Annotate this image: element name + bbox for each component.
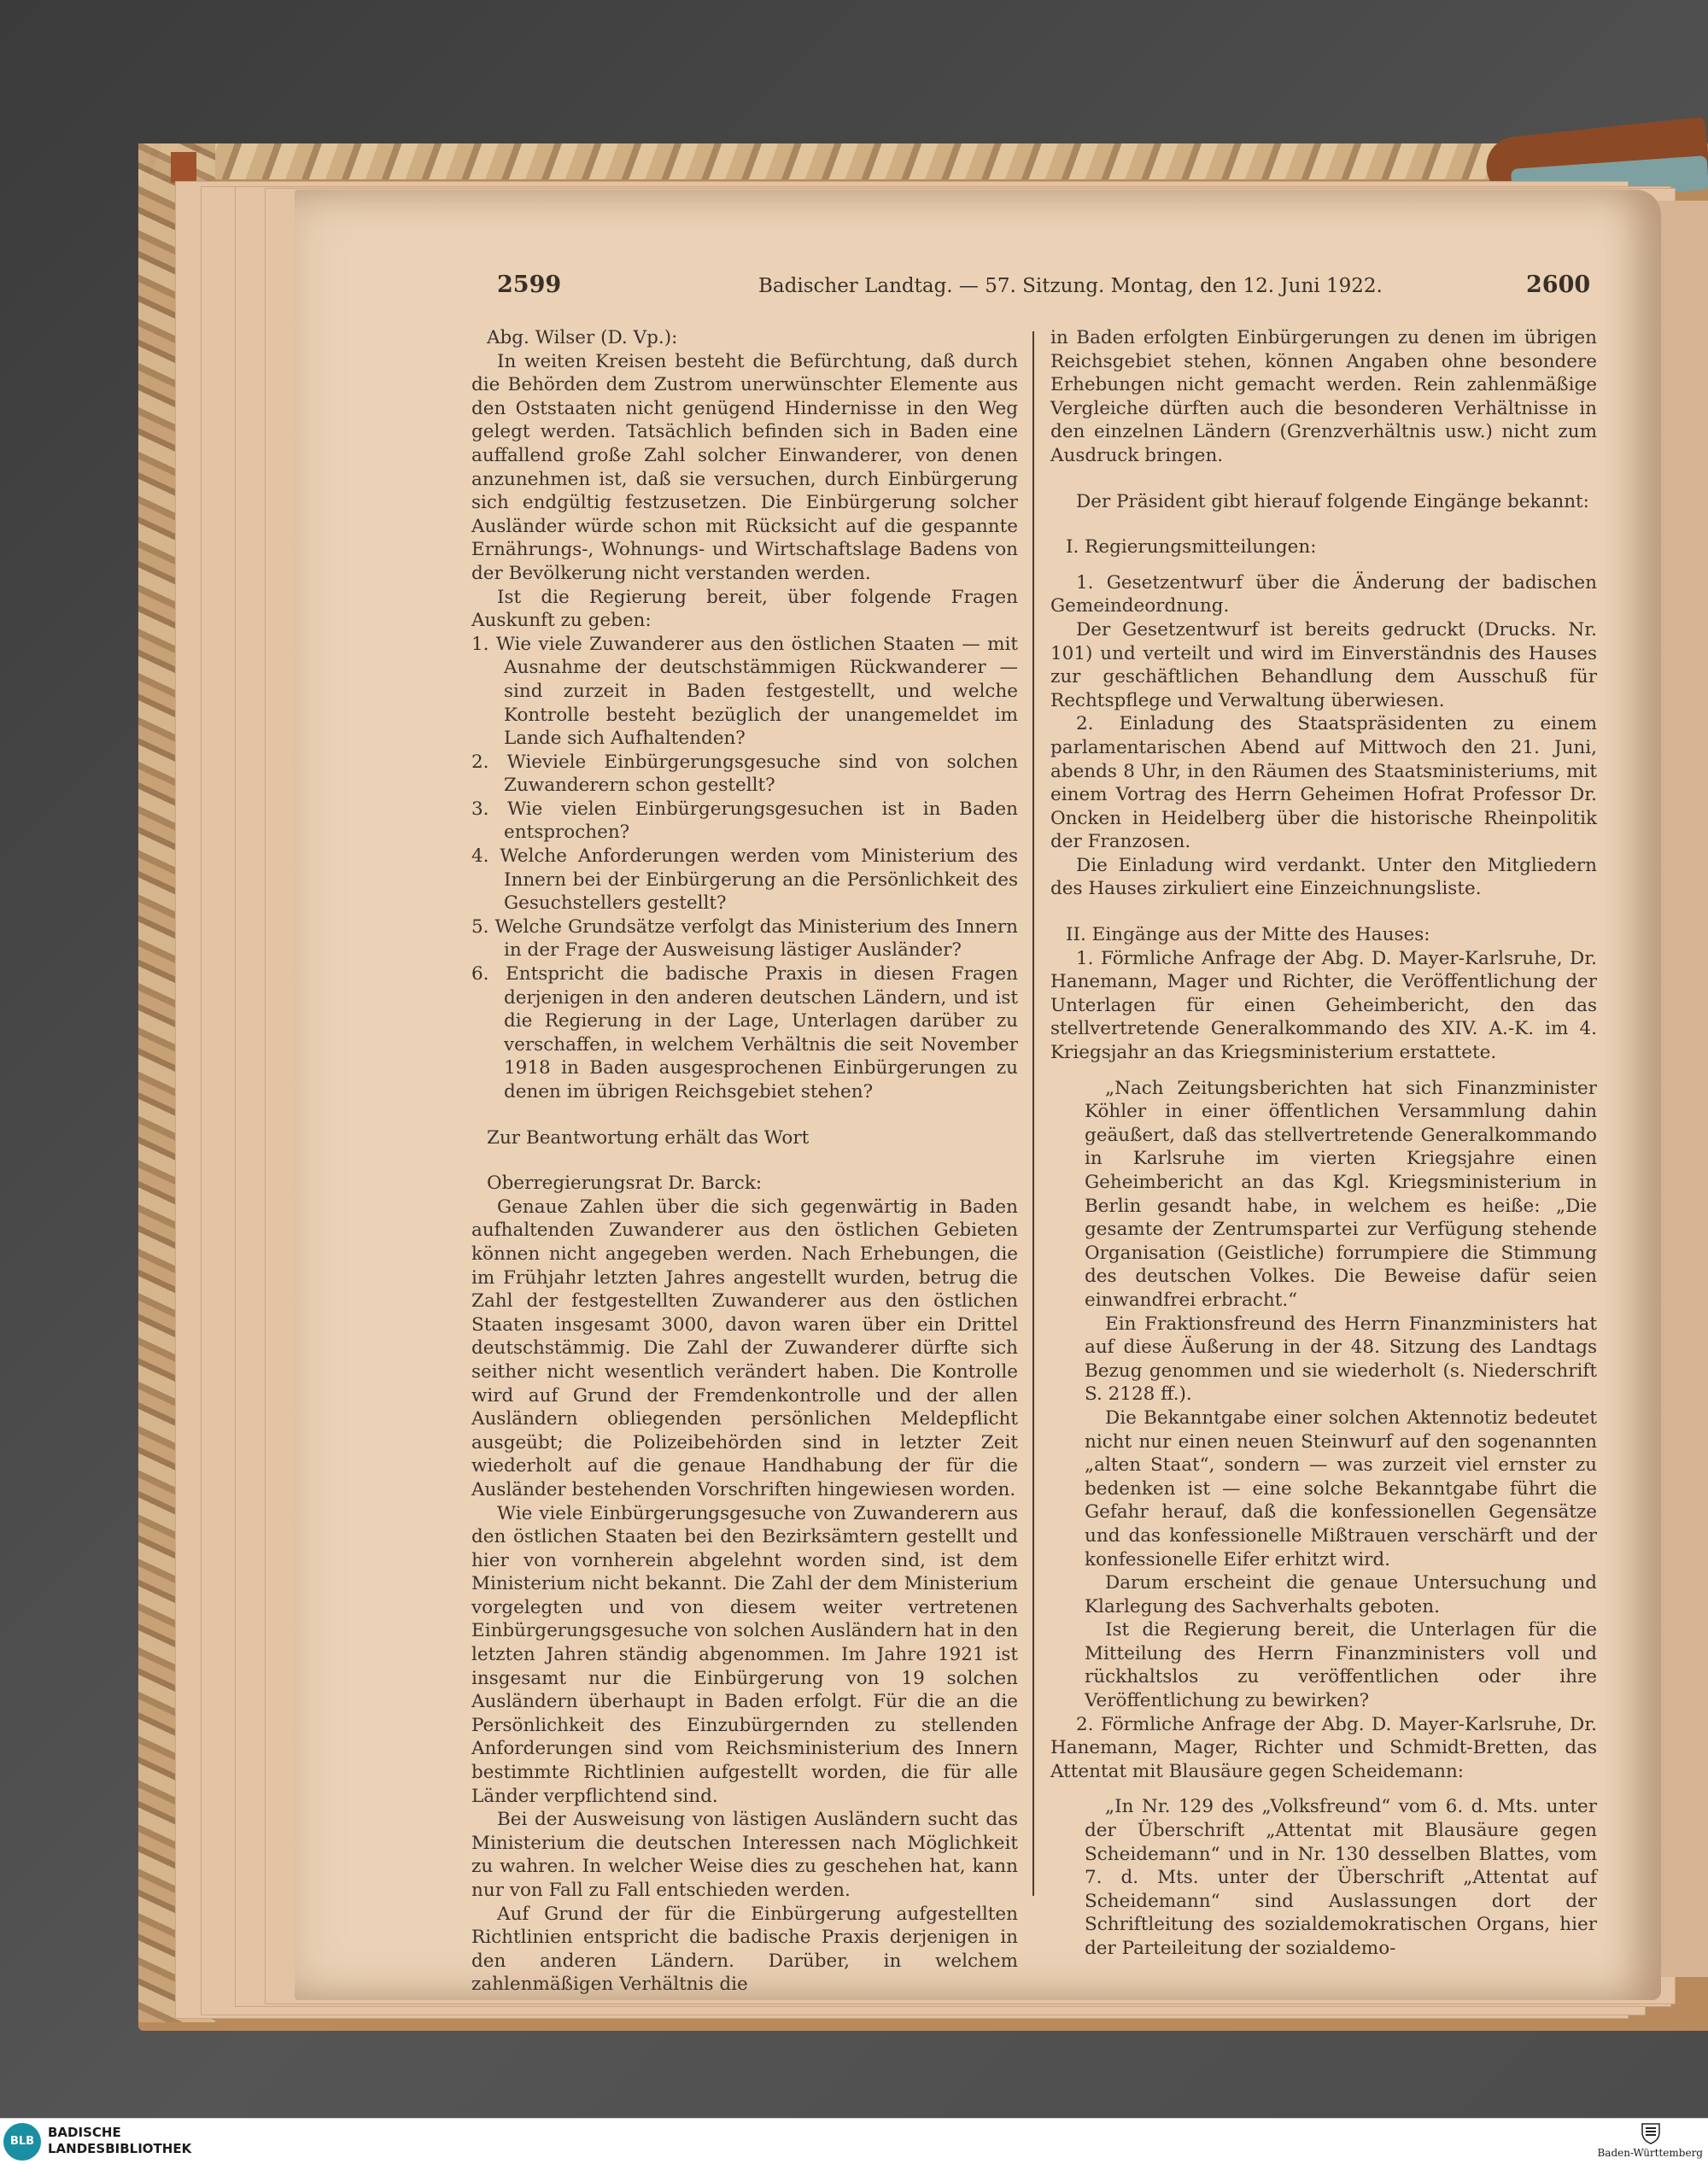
paragraph: Ist die Regierung bereit, die Unterlagen für die Mitteilung des Herrn Finanzministers voll und rückhaltslos zu veröffentlichen oder ihre Veröffentlichung zu bewirken?	[1085, 1619, 1597, 1712]
cover-corner	[171, 152, 196, 183]
paragraph: 3. Wie vielen Einbürgerungsgesuchen ist in Baden entsprochen?	[471, 798, 1018, 844]
coat-of-arms-icon	[1638, 2121, 1664, 2145]
footer-bar	[0, 2118, 1708, 2164]
paragraph: 2. Einladung des Staatspräsidenten zu einem parlamentarischen Abend auf Mittwoch den 21. Juni, abends 8 Uhr, in den Räumen des Staatsministeriums, mit einem Vortrag des Herrn Geheimen Hofrat Professor Dr. Oncken in Heidelberg über die historische Rheinpolitik der Franzosen.	[1050, 713, 1597, 853]
library-name[interactable]	[48, 2125, 191, 2157]
paragraph: Auf Grund der für die Einbürgerung aufgestellten Richtlinien entspricht die badische Praxis derjenigen in den anderen Ländern. Darüber, in welchem zahlenmäßigen Verhältnis die	[471, 1903, 1018, 1996]
paragraph: 5. Welche Grundsätze verfolgt das Ministerium des Innern in der Frage der Ausweisung lästiger Ausländer?	[471, 915, 1018, 962]
paragraph: „In Nr. 129 des „Volksfreund“ vom 6. d. Mts. unter der Überschrift „Attentat mit Blausäure gegen Scheidemann“ und in Nr. 130 desselben Blattes, vom 7. d. Mts. unter der Überschrift „Attentat auf Scheidemann“ sind Auslassungen dort der Schriftleitung des sozialdemokratischen Organs, hier der Parteileitung der sozialdemo-	[1085, 1796, 1597, 1959]
paragraph: Der Gesetzentwurf ist bereits gedruckt (Drucks. Nr. 101) und verteilt und wird im Einverständnis des Hauses zur geschäftlichen Behandlung dem Ausschuß für Rechtspflege und Verwaltung überwiesen.	[1050, 618, 1597, 711]
paragraph: Ein Fraktionsfreund des Herrn Finanzministers hat auf diese Äußerung in der 48. Sitzung des Landtags Bezug genommen und sie wiederholt (s. Niederschrift S. 2128 ff.).	[1085, 1313, 1597, 1406]
blb-logo[interactable]: BLB	[3, 2123, 41, 2161]
paragraph: Die Bekanntgabe einer solchen Aktennotiz bedeutet nicht nur einen neuen Steinwurf auf den sogenannten „alten Staat“, sondern — was zurzeit viel ernster zu bedenken ist — eine solche Bekanntgabe führt die Gefahr herauf, daß die konfessionellen Gegensätze und das konfessionelle Mißtrauen verschärft und der konfessionelle Eifer erhitzt wird.	[1085, 1407, 1597, 1570]
marbled-edge-top	[138, 143, 1505, 179]
library-name-line2: LANDESBIBLIOTHEK	[48, 2141, 192, 2156]
paragraph: 1. Förmliche Anfrage der Abg. D. Mayer-Karlsruhe, Dr. Hanemann, Mager und Richter, die Veröffentlichung der Unterlagen für einen Geheimbericht, den das stellvertretende Generalkommando des XIV. A.-K. im 4. Kriegsjahr an das Kriegsministerium erstattete.	[1050, 947, 1597, 1064]
paragraph: Darum erscheint die genaue Untersuchung und Klarlegung des Sachverhalts geboten.	[1085, 1572, 1597, 1617]
column-divider	[1032, 331, 1034, 1896]
paragraph: Bei der Ausweisung von lästigen Ausländern sucht das Ministerium die deutschen Interessen nach Möglichkeit zu wahren. In welcher Weise dies zu geschehen hat, kann nur von Fall zu Fall entschieden werden.	[471, 1809, 1018, 1901]
paragraph: 1. Gesetzentwurf über die Änderung der badischen Gemeindeordnung.	[1050, 571, 1597, 617]
paragraph: 2. Wieviele Einbürgerungsgesuche sind von solchen Zuwanderern schon gestellt?	[471, 751, 1018, 797]
paragraph: in Baden erfolgten Einbürgerungen zu denen im übrigen Reichsgebiet stehen, können Angaben ohne besondere Erhebungen nicht gemacht werden. Rein zahlenmäßige Vergleiche dürften auch die besonderen Verhältnisse in den einzelnen Ländern (Grenzverhältnis usw.) nicht zum Ausdruck bringen.	[1050, 327, 1597, 466]
paragraph: 1. Wie viele Zuwanderer aus den östlichen Staaten — mit Ausnahme der deutschstämmigen Rückwanderer — sind zurzeit in Baden festgestellt, und welche Kontrolle besteht bezüglich der unangemeldet im Lande sich Aufhaltenden?	[471, 633, 1018, 750]
region-label: Baden-Württemberg	[1597, 2147, 1703, 2159]
paragraph: Abg. Wilser (D. Vp.):	[487, 327, 678, 348]
paragraph: Genaue Zahlen über die sich gegenwärtig in Baden aufhaltenden Zuwanderer aus den östlichen Gebieten können nicht angegeben werden. Nach Erhebungen, die im Frühjahr letzten Jahres angestellt wurden, betrug die Zahl der festgestellten Zuwanderer aus den östlichen Staaten insgesamt 3000, davon waren über ein Drittel deutschstämmig. Die Zahl der Zuwanderer dürfte sich seither nicht wesentlich verändert haben. Die Kontrolle wird auf Grund der Fremdenkontrolle und der allen Ausländern obliegenden persönlichen Meldepflicht ausgeübt; die Polizeibehörden sind in letzter Zeit wiederholt auf die genaue Handhabung der für die Ausländer bestehenden Vorschriften hingewiesen worden.	[471, 1196, 1018, 1500]
paragraph: Die Einladung wird verdankt. Unter den Mitgliedern des Hauses zirkuliert eine Einzeichnungsliste.	[1050, 854, 1597, 900]
running-head: Badischer Landtag. — 57. Sitzung. Montag, den 12. Juni 1922.	[758, 275, 1383, 297]
paragraph: Ist die Regierung bereit, über folgende Fragen Auskunft zu geben:	[471, 586, 1018, 632]
left-page-number: 2599	[497, 272, 562, 298]
paragraph: Oberregierungsrat Dr. Barck:	[487, 1173, 763, 1195]
paragraph: 2. Förmliche Anfrage der Abg. D. Mayer-Karlsruhe, Dr. Hanemann, Mager, Richter und Schmidt-Bretten, das Attentat mit Blausäure gegen Scheidemann:	[1050, 1713, 1597, 1782]
paragraph: Zur Beantwortung erhält das Wort	[487, 1126, 810, 1149]
right-text-column	[1050, 326, 1597, 1961]
right-page-number: 2600	[1526, 272, 1591, 298]
paragraph: 6. Entspricht die badische Praxis in diesen Fragen derjenigen in den anderen deutschen Ländern, und ist die Regierung in der Lage, Unterlagen darüber zu verschaffen, in welchem Verhältnis die seit November 1918 in Baden ausgesprochenen Einbürgerungen zu denen im übrigen Reichsgebiet stehen?	[471, 963, 1018, 1102]
left-text-column	[471, 326, 1018, 1997]
paragraph: 4. Welche Anforderungen werden vom Ministerium des Innern bei der Einbürgerung an die Persönlichkeit des Gesuchstellers gestellt?	[471, 845, 1018, 915]
paragraph: II. Eingänge aus der Mitte des Hauses:	[1066, 924, 1430, 946]
paragraph: „Nach Zeitungsberichten hat sich Finanzminister Köhler in einer öffentlichen Versammlung dahin geäußert, daß das stellvertretende Generalkommando in Karlsruhe im vierten Kriegsjahre einen Geheimbericht an das Kgl. Kriegsministerium in Berlin gesandt habe, in welchem es heiße: „Die gesamte der Zentrumspartei zur Verfügung stehende Organisation (Geistliche) forrumpiere die Stimmung des deutschen Volkes. Die Beweise dafür seien einwandfrei erbracht.“	[1085, 1077, 1597, 1311]
paragraph: Der Präsident gibt hierauf folgende Eingänge bekannt:	[1076, 490, 1589, 512]
paragraph: Wie viele Einbürgerungsgesuche von Zuwanderern aus den östlichen Staaten bei den Bezirksämtern gestellt und hier von vornherein abgelehnt worden sind, ist dem Ministerium nicht bekannt. Die Zahl der dem Ministerium vorgelegten und von diesem weiter vertretenen Einbürgerungsgesuche von solchen Ausländern hat in den letzten Jahren ständig abgenommen. Im Jahre 1921 ist insgesamt nur die Einbürgerung von 19 solchen Ausländern überhaupt in Baden erfolgt. Für die an die Persönlichkeit des Einzubürgernden zu stellenden Anforderungen sind vom Reichsministerium des Innern bestimmte Richtlinien aufgestellt worden, die für alle Länder verpflichtend sind.	[471, 1502, 1018, 1807]
library-name-line1: BADISCHE	[48, 2125, 121, 2140]
paragraph: I. Regierungsmitteilungen:	[1066, 536, 1317, 559]
paragraph: In weiten Kreisen besteht die Befürchtung, daß durch die Behörden dem Zustrom unerwünschter Elemente aus den Oststaaten nicht genügend Hindernisse in den Weg gelegt werden. Tatsächlich befinden sich in Baden eine auffallend große Zahl solcher Einwanderer, von denen anzunehmen ist, daß sie versuchen, durch Einbürgerung sich endgültig festzusetzen. Die Einbürgerung solcher Ausländer würde schon mit Rücksicht auf die gespannte Ernährungs-, Wohnungs- und Wirtschaftslage Badens von der Bevölkerung nicht verstanden werden.	[471, 350, 1018, 584]
